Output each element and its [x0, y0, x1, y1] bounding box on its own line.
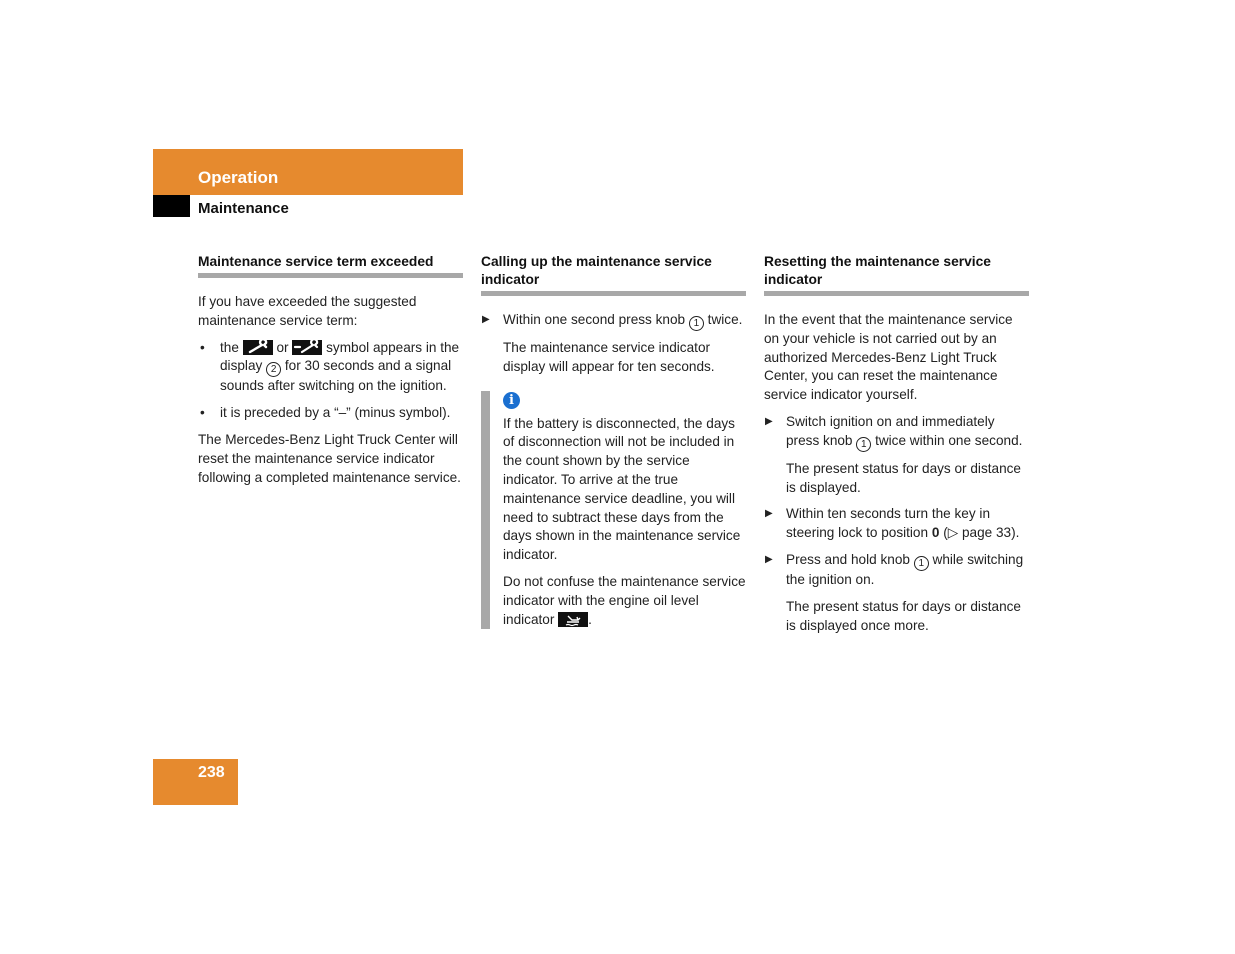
- wrench-icon: [243, 340, 273, 355]
- triangle-bullet-icon: ▶: [765, 553, 773, 565]
- subsection-title: Maintenance: [198, 200, 289, 217]
- info-text: If the battery is disconnected, the days of disconnection will not be included in the count shown by the service indicator. To arrive at the true maintenance service deadline, you will need to subtract these days from the days shown in the maintenance service indicator.: [503, 415, 741, 563]
- subsection-marker: [153, 195, 190, 217]
- triangle-bullet-icon: ▶: [765, 415, 773, 427]
- section-title: Operation: [198, 168, 279, 187]
- instruction-step: ▶ Press and hold knob 1 while switching the ignition on.: [765, 551, 1024, 587]
- intro-text: If you have exceeded the suggested maintenance service term:: [198, 294, 417, 328]
- triangle-bullet-icon: ▶: [765, 508, 773, 520]
- column-term-exceeded: [198, 253, 463, 495]
- step-result: The present status for days or distance is displayed once more.: [786, 598, 1021, 633]
- info-text: Do not confuse the maintenance service indicator with the engine oil level indicator .: [503, 573, 746, 627]
- column-heading: Resetting the maintenance service indicator: [764, 253, 1029, 296]
- knob-number: 2: [266, 362, 281, 377]
- info-note: [481, 391, 746, 630]
- list-item: • the or symbol appears in the display 2 for 30 seconds and a signal sounds after switching on the ignition.: [198, 339, 463, 397]
- page-reference-link[interactable]: (▷ page 33).: [943, 525, 1020, 541]
- knob-number: 1: [914, 556, 929, 571]
- column-resetting: [764, 253, 1029, 643]
- column-calling-up: [481, 253, 746, 629]
- info-icon: i: [503, 392, 520, 409]
- knob-number: 1: [689, 316, 704, 331]
- outro-text: The Mercedes-Benz Light Truck Center will reset the maintenance service indicator following a completed maintenance service.: [198, 431, 461, 485]
- instruction-step: ▶ Within one second press knob 1 twice.: [482, 312, 743, 329]
- page-number-box: [153, 759, 238, 805]
- triangle-bullet-icon: ▶: [482, 314, 490, 325]
- wrench-minus-icon: [292, 340, 322, 355]
- info-bar: [481, 391, 490, 630]
- position-value: 0: [931, 525, 940, 541]
- list-item: • it is preceded by a “–” (minus symbol).: [198, 404, 463, 423]
- column-heading: Maintenance service term exceeded: [198, 253, 463, 278]
- step-result: The maintenance service indicator display will appear for ten seconds.: [503, 340, 715, 374]
- column-heading: Calling up the maintenance service indicator: [481, 253, 746, 296]
- oil-level-icon: [558, 612, 588, 627]
- intro-text: In the event that the maintenance service on your vehicle is not carried out by an authorized Mercedes-Benz Light Truck Center, you can reset the maintenance service indicator yourself.: [764, 312, 1013, 403]
- instruction-step: ▶ Switch ignition on and immediately press knob 1 twice within one second.: [765, 413, 1023, 450]
- step-result: The present status for days or distance is displayed.: [786, 460, 1021, 495]
- instruction-step: ▶ Within ten seconds turn the key in steering lock to position 0 (▷ page 33).: [765, 506, 1020, 541]
- knob-number: 1: [856, 437, 871, 452]
- page-number: 238: [198, 764, 225, 781]
